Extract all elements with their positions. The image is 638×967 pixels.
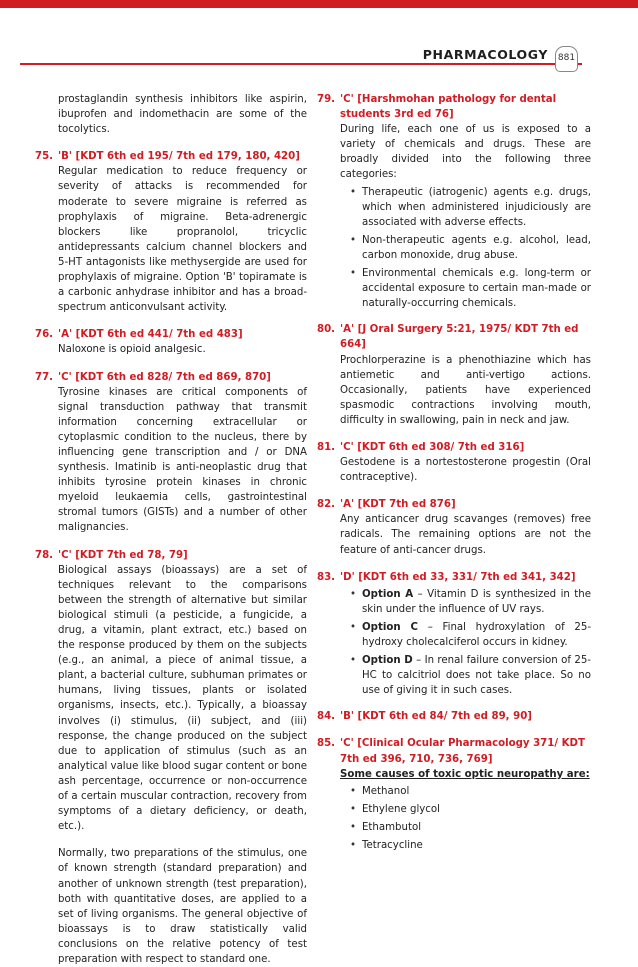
explanation-continued: Normally, two preparations of the stimulus, one of known strength (standard preparation) and another of unknown strength (test preparation), both with quantitative doses, are applied to a set of living organisms. The general objective of bioassays is to draw statistically valid conclusions on the relative potency of test preparation with respect to standard one.	[58, 848, 307, 965]
question-number: 75.	[35, 151, 54, 163]
explanation: During life, each one of us is exposed to a variety of chemicals and drugs. These are broadly divided into the following three categories:	[340, 124, 591, 181]
answer-reference: 'A' [KDT 7th ed 876]	[340, 499, 456, 511]
bullet-list	[340, 784, 591, 853]
explanation: Any anticancer drug scavanges (removes) free radicals. The remaining options are not the feature of anti-cancer drugs.	[340, 514, 591, 556]
question-76	[35, 327, 307, 357]
list-item: • Tetracycline	[350, 838, 591, 853]
right-column	[317, 92, 591, 856]
bullet-list	[340, 185, 591, 312]
question-83	[317, 570, 591, 702]
answer-reference: 'C' [KDT 7th ed 78, 79]	[58, 549, 188, 561]
question-number: 85.	[317, 738, 336, 750]
explanation: Biological assays (bioassays) are a set of techniques relevant to the comparisons between the strength of alternative but similar biological stimuli (a pesticide, a fungicide, a drug, a vitamin, plant extract, etc.) based on the response produced by them on the subjects (e.g., an animal, a piece of animal tissue, a plant, a bacterial culture, subhuman primates or humans, living tissues, plants or isolated organisms, insects, etc.). Typically, a bioassay involves (i) stimulus, (ii) subject, and (iii) response, the change produced on the subject due to application of stimulus (such as an analytical value like blood sugar content or bone ash percentage, occurrence or non-occurrence of a certain muscular contraction, recovery from symptoms of a dietary deficiency, or death, etc.).	[58, 564, 308, 833]
section-title: PHARMACOLOGY	[417, 47, 554, 62]
list-item: • Environmental chemicals e.g. long-term or accidental exposure to certain man-made or naturally-occurring chemicals.	[350, 266, 591, 311]
question-82	[317, 497, 591, 557]
page-header	[0, 46, 638, 70]
question-number: 77.	[35, 371, 54, 383]
answer-reference: 'A' [J Oral Surgery 5:21, 1975/ KDT 7th ed 664]	[340, 324, 579, 351]
list-item: • Option A – Vitamin D is synthesized in the skin under the influence of UV rays.	[350, 587, 591, 617]
continuation-text: prostaglandin synthesis inhibitors like aspirin, ibuprofen and indomethacin are some of the tocolytics.	[58, 94, 307, 136]
answer-reference: 'C' [KDT 6th ed 828/ 7th ed 869, 870]	[58, 371, 271, 383]
question-number: 82.	[317, 499, 336, 511]
list-item: • Ethylene glycol	[350, 802, 591, 817]
answer-reference: 'C' [Clinical Ocular Pharmacology 371/ KDT 7th ed 396, 710, 736, 769]	[340, 738, 585, 765]
header-rule	[20, 63, 582, 65]
question-number: 84.	[317, 711, 336, 723]
top-red-bar	[0, 0, 638, 8]
question-number: 80.	[317, 324, 336, 336]
explanation: Gestodene is a nortestosterone progestin (Oral contraceptive).	[340, 457, 591, 484]
answer-reference: 'B' [KDT 6th ed 84/ 7th ed 89, 90]	[340, 711, 532, 723]
explanation: Tyrosine kinases are critical components of signal transduction pathway that transmit information concerning extracellular or cytoplasmic condition to the nucleus, there by influencing gene transcription and / or DNA synthesis. Imatinib is anti-neoplastic drug that inhibits tyrosine protein kinases in chronic myeloid leukaemia cells, gastrointestinal stromal tumors (GISTs) and a number of other malignancies.	[58, 386, 307, 534]
answer-reference: 'B' [KDT 6th ed 195/ 7th ed 179, 180, 420]	[58, 151, 300, 163]
question-number: 81.	[317, 441, 336, 453]
answer-reference: 'C' [Harshmohan pathology for dental students 3rd ed 76]	[340, 94, 557, 121]
question-84	[317, 709, 591, 724]
question-85	[317, 736, 591, 856]
list-item: • Methanol	[350, 784, 591, 799]
bullet-list	[340, 587, 591, 699]
tooth-page-number-icon: 881	[555, 46, 578, 72]
list-item: • Non-therapeutic agents e.g. alcohol, lead, carbon monoxide, drug abuse.	[350, 233, 591, 263]
explanation: Naloxone is opioid analgesic.	[58, 344, 206, 356]
question-79	[317, 92, 591, 314]
question-80	[317, 322, 591, 428]
question-78	[35, 548, 307, 967]
question-number: 83.	[317, 571, 336, 583]
question-77	[35, 370, 307, 536]
explanation: Regular medication to reduce frequency or severity of attacks is recommended for moderate to severe migraine is referred as prophylaxis of migraine. Beta-adrenergic blockers like propranolol, tricyclic antidepressants calcium channel blockers and 5-HT antagonists like methysergide are used for prophylaxis of migraine. Option 'B' topiramate is a carbonic anhydrase inhibitor and has a broad-spectrum anticonvulsant activity.	[58, 166, 307, 314]
left-column	[35, 92, 307, 967]
question-81	[317, 440, 591, 485]
answer-reference: 'C' [KDT 6th ed 308/ 7th ed 316]	[340, 441, 525, 453]
answer-reference: 'D' [KDT 6th ed 33, 331/ 7th ed 341, 342]	[340, 571, 576, 583]
question-75	[35, 149, 307, 315]
list-heading: Some causes of toxic optic neuropathy are:	[340, 768, 590, 780]
explanation: Prochlorperazine is a phenothiazine which has antiemetic and anti-vertigo actions. Occasionally, patients have experienced spasmodic contractions involving mouth, difficulty in swallowing, pain in neck and jaw.	[340, 354, 591, 426]
list-item: • Ethambutol	[350, 820, 591, 835]
answer-reference: 'A' [KDT 6th ed 441/ 7th ed 483]	[58, 329, 243, 341]
list-item: • Option D – In renal failure conversion of 25-HC to calcitriol does not take place. So no use of giving it in such cases.	[350, 653, 591, 698]
question-number: 79.	[317, 94, 336, 105]
list-item: • Option C – Final hydroxylation of 25-hydroxy cholecalciferol occurs in kidney.	[350, 620, 591, 650]
question-number: 76.	[35, 329, 54, 341]
list-item: • Therapeutic (iatrogenic) agents e.g. drugs, which when administered injudiciously are associated with adverse effects.	[350, 185, 591, 230]
question-number: 78.	[35, 549, 54, 561]
